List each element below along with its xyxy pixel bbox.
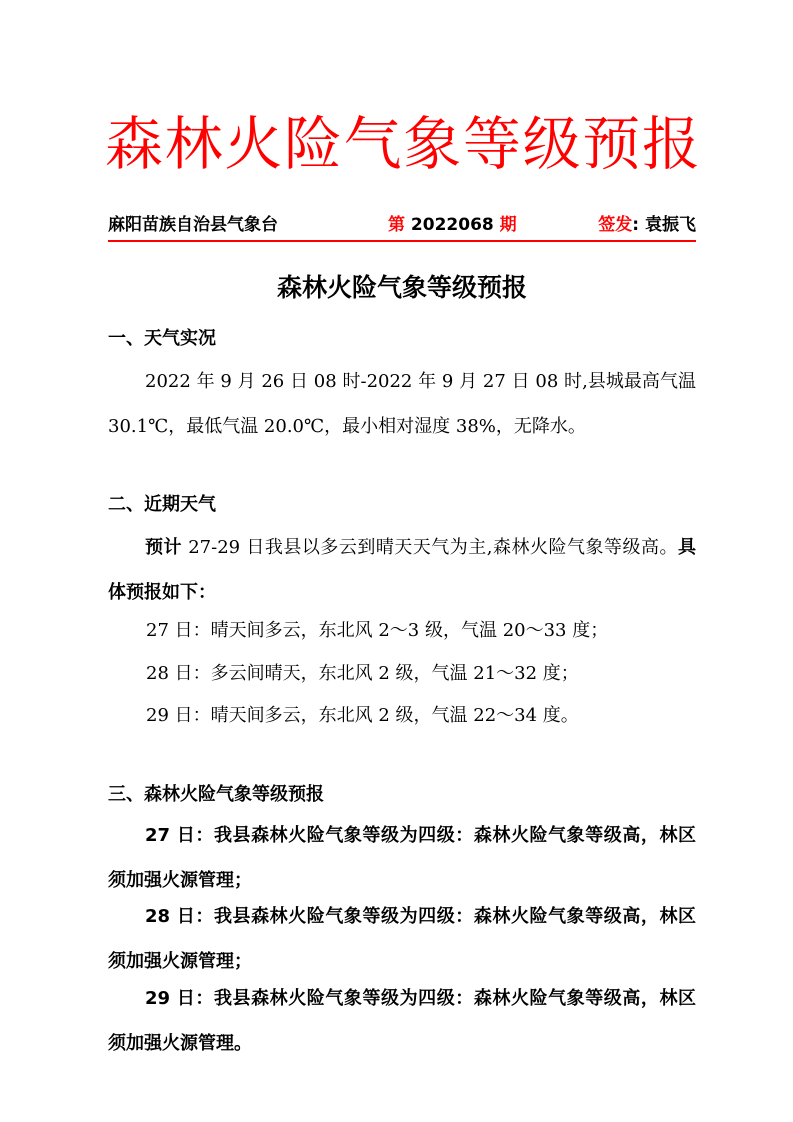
issue-number-value: 2022068 xyxy=(410,215,494,235)
masthead-char: 象 xyxy=(403,110,462,178)
masthead-char: 气 xyxy=(343,110,402,178)
forecast-detail-label: 具体预报如下： xyxy=(108,537,696,603)
forecast-day: 27 日：晴天间多云，东北风 2～3 级，气温 20～33 度； xyxy=(146,620,609,641)
forecast-day: 28 日：多云间晴天，东北风 2 级，气温 21～32 度； xyxy=(146,663,579,684)
masthead-divider xyxy=(108,240,696,242)
fire-risk-item: 28 日：我县森林火险气象等级为四级：森林火险气象等级高，林区须加强火源管理； xyxy=(108,906,696,972)
section1-heading: 一、天气实况 xyxy=(108,328,216,349)
section3-heading: 三、森林火险气象等级预报 xyxy=(108,784,324,805)
masthead-char: 报 xyxy=(641,110,700,178)
fire-risk-item: 29 日：我县森林火险气象等级为四级：森林火险气象等级高，林区须加强火源管理。 xyxy=(108,988,696,1054)
document-title: 森林火险气象等级预报 xyxy=(276,273,527,302)
section2-paragraph xyxy=(108,526,696,615)
forecast-summary: 27-29 日我县以多云到晴天天气为主,森林火险气象等级高。 xyxy=(182,537,678,558)
sign-label: 签发 xyxy=(598,215,633,235)
masthead-char: 火 xyxy=(224,110,283,178)
masthead-char: 森 xyxy=(105,110,164,178)
section2-heading: 二、近期天气 xyxy=(108,494,216,515)
signer-name: 袁振飞 xyxy=(645,215,696,235)
masthead-title xyxy=(105,108,700,180)
issuer-name: 麻阳苗族自治县气象台 xyxy=(108,215,278,235)
masthead-char: 级 xyxy=(522,110,581,178)
masthead-char: 林 xyxy=(164,110,223,178)
masthead-char: 等 xyxy=(462,110,521,178)
section1-paragraph: 2022 年 9 月 26 日 08 时-2022 年 9 月 27 日 08 时,县城最高气温 30.1℃，最低气温 20.0℃，最小相对湿度 38%，无降水。 xyxy=(108,371,696,437)
forecast-lead: 预计 xyxy=(145,537,182,558)
issue-number xyxy=(388,211,517,239)
masthead-char: 险 xyxy=(283,110,342,178)
issue-prefix: 第 xyxy=(388,215,405,235)
masthead-char: 预 xyxy=(582,110,641,178)
issue-suffix: 期 xyxy=(499,215,517,235)
forecast-day: 29 日：晴天间多云，东北风 2 级，气温 22～34 度。 xyxy=(146,705,579,726)
fire-risk-item: 27 日：我县森林火险气象等级为四级：森林火险气象等级高，林区须加强火源管理； xyxy=(108,825,696,891)
issue-info-row xyxy=(108,211,696,239)
sign-colon: : xyxy=(632,215,640,235)
signer-block xyxy=(598,211,696,239)
